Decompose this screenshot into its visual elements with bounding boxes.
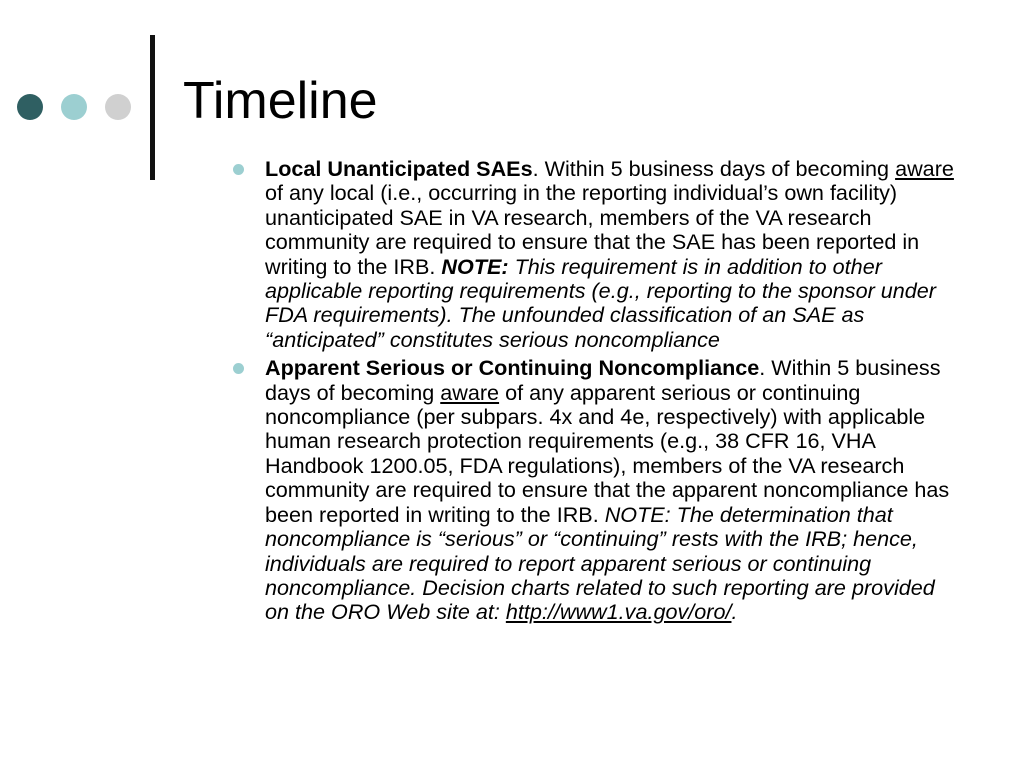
bullet-body: of any local (i.e., occurring in the reporting individual’s own facility) unanticipated SAE in VA research, members of the VA research community are required to ensure that the SAE has been reported in writing to the IRB. [265,180,920,279]
bullet-item-noncompliance [230,356,955,624]
note-label: NOTE: [441,253,509,279]
slide-title: Timeline [183,72,378,130]
dot-teal [61,94,87,120]
oro-website-link[interactable]: http://www1.va.gov/oro/ [505,599,732,625]
title-divider-line [150,35,155,180]
aware-underlined-word: aware [895,156,954,181]
aware-underlined-word: aware [440,379,500,405]
bullet-heading: Local Unanticipated SAEs [265,156,533,181]
bullet-item-local-saes [230,157,955,352]
bullet-icon [233,363,244,374]
bullet-heading: Apparent Serious or Continuing Noncompliance [265,355,760,381]
dot-gray [105,94,131,120]
slide-body [230,157,955,625]
note-text: This requirement is in addition to other applicable reporting requirements (e.g., reporting to the sponsor under FDA requirements). The unfounded classification of an SAE as “anticipated” constitutes serious noncompliance [265,253,936,352]
bullet-icon [233,164,244,175]
note-text: NOTE: The determination that noncompliance is “serious” or “continuing” rests with the IRB; hence, individuals are required to report apparent serious or continuing noncompliance. Decision charts related to such reporting are provided on the ORO Web site at: [265,501,935,625]
url-period: . [731,599,738,625]
decorative-dots [0,0,150,200]
bullet-intro: . Within 5 business days of becoming [265,355,941,405]
dot-dark [17,94,43,120]
bullet-intro: . Within 5 business days of becoming [532,156,896,181]
bullet-body: of any apparent serious or continuing noncompliance (per subpars. 4x and 4e, respectively) with applicable human research protection requirements (e.g., 38 CFR 16, VHA Handbook 1200.05, FDA regulations), members of the VA research community are required to ensure that the apparent noncompliance has been reported in writing to the IRB. [265,379,950,527]
